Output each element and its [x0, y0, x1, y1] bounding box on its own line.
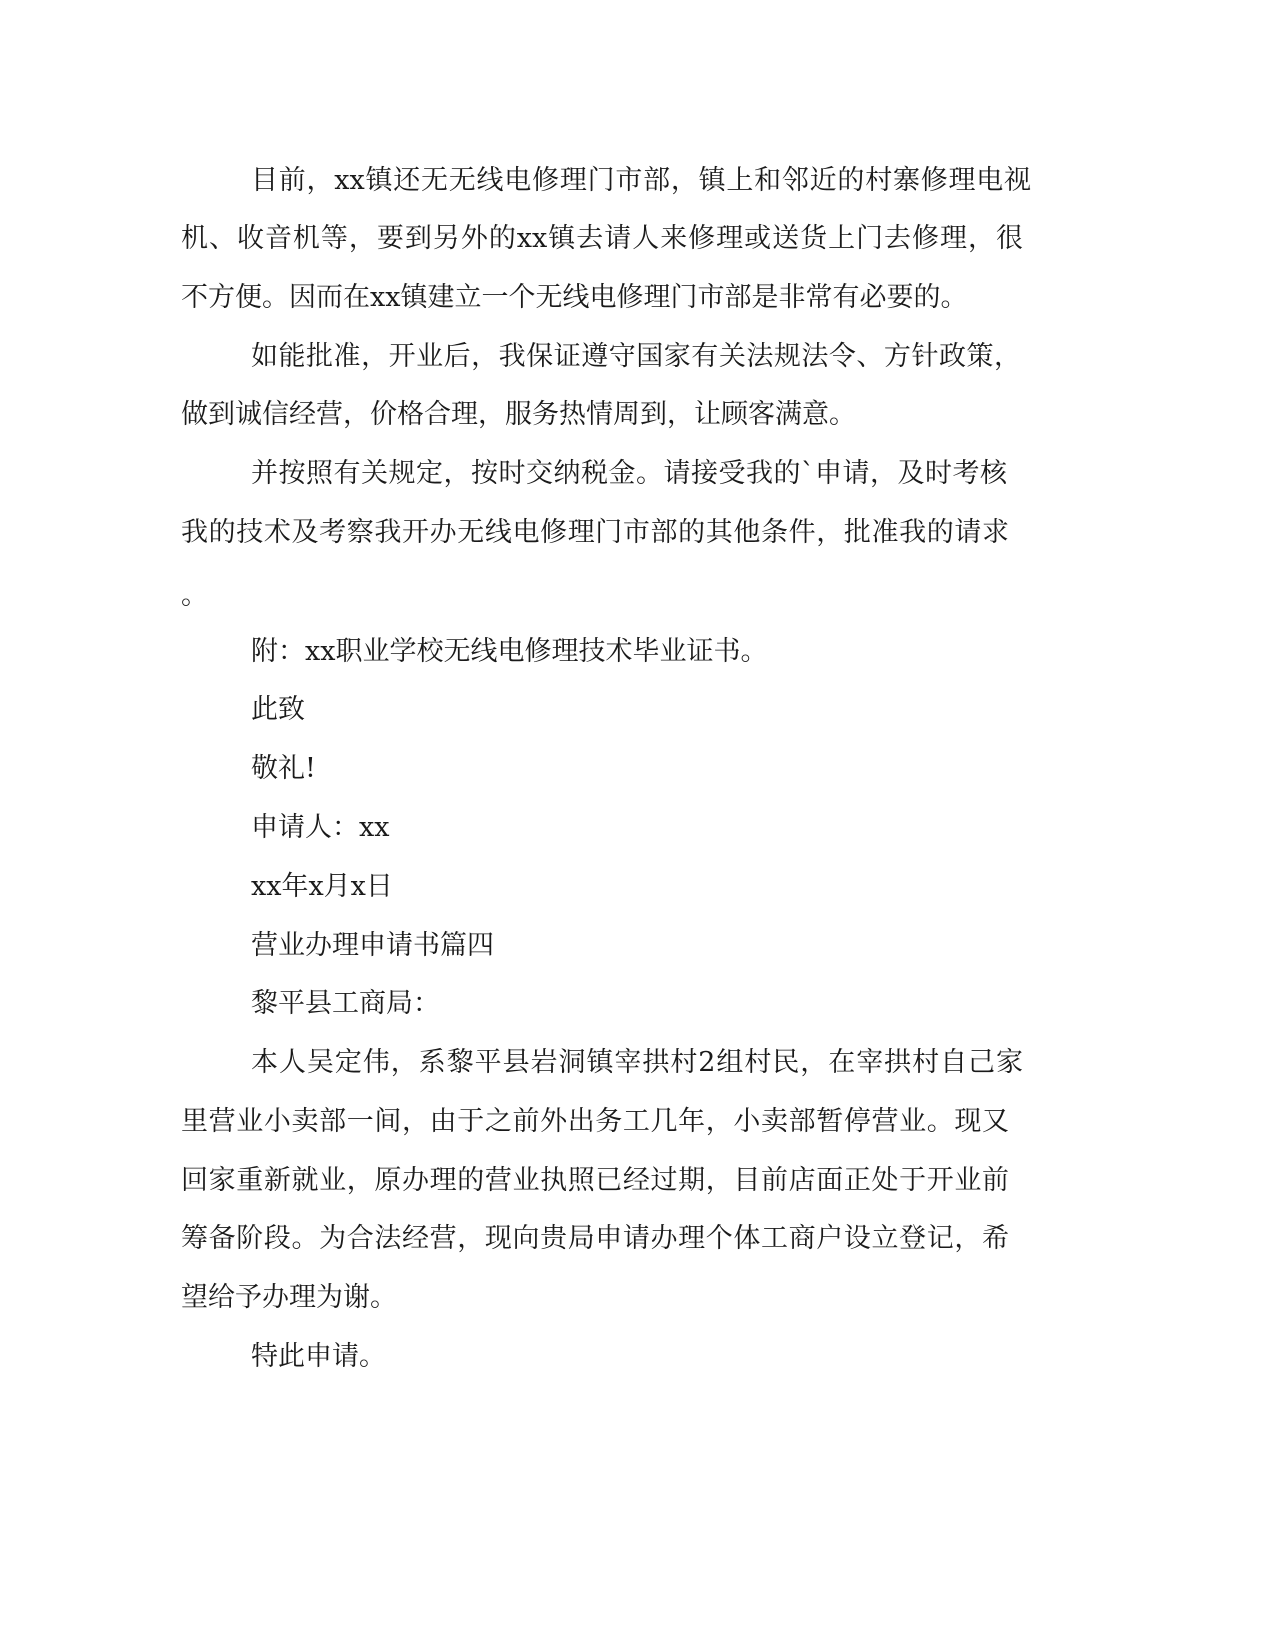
paragraph-line: 并按照有关规定，按时交纳税金。请接受我的`申请，及时考核 [251, 458, 1007, 489]
paragraph-line: 望给予办理为谢。 [181, 1282, 397, 1313]
paragraph-line: 。 [181, 580, 208, 611]
closing-line: 敬礼! [251, 753, 316, 784]
applicant-line: 申请人：xx [251, 812, 390, 843]
paragraph-line: 筹备阶段。为合法经营，现向贵局申请办理个体工商户设立登记，希 [181, 1223, 1009, 1254]
paragraph-line: 机、收音机等，要到另外的xx镇去请人来修理或送货上门去修理，很 [181, 223, 1023, 254]
paragraph-line: 里营业小卖部一间，由于之前外出务工几年，小卖部暂停营业。现又 [181, 1106, 1009, 1137]
paragraph-line: 特此申请。 [251, 1341, 386, 1372]
paragraph-line: 如能批准，开业后，我保证遵守国家有关法规法令、方针政策， [251, 341, 1021, 372]
paragraph-line: 做到诚信经营，价格合理，服务热情周到，让顾客满意。 [181, 399, 856, 430]
attachment-line: 附：xx职业学校无线电修理技术毕业证书。 [251, 636, 768, 667]
paragraph-line: 本人吴定伟，系黎平县岩洞镇宰拱村2组村民，在宰拱村自己家 [251, 1047, 1023, 1078]
closing-line: 此致 [251, 694, 305, 725]
paragraph-line: 我的技术及考察我开办无线电修理门市部的其他条件，批准我的请求 [181, 517, 1009, 548]
paragraph-line: 回家重新就业，原办理的营业执照已经过期，目前店面正处于开业前 [181, 1165, 1009, 1196]
section-title: 营业办理申请书篇四 [251, 930, 494, 961]
date-line: xx年x月x日 [251, 871, 393, 902]
paragraph-line: 不方便。因而在xx镇建立一个无线电修理门市部是非常有必要的。 [181, 282, 968, 313]
paragraph-line: 目前，xx镇还无无线电修理门市部，镇上和邻近的村寨修理电视 [251, 165, 1031, 196]
addressee-line: 黎平县工商局： [251, 988, 440, 1019]
